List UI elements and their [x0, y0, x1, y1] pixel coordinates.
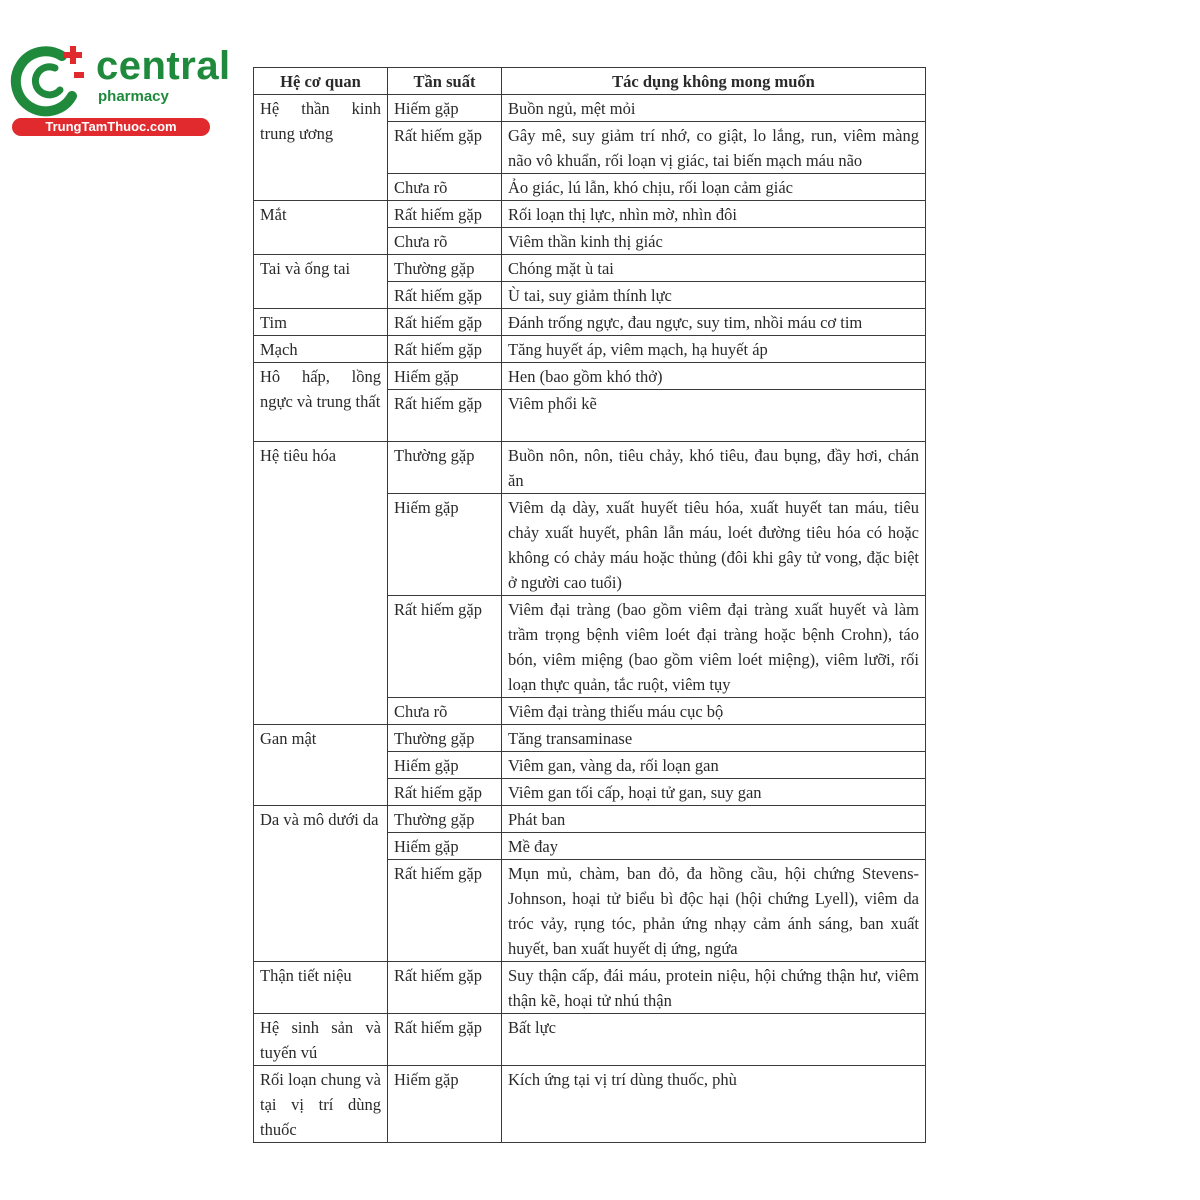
table-row: [254, 363, 926, 390]
adverse-effect-cell: Chóng mặt ù tai: [502, 255, 926, 282]
frequency-cell: Hiếm gặp: [388, 494, 502, 596]
frequency-cell: Rất hiếm gặp: [388, 596, 502, 698]
frequency-cell: Hiếm gặp: [388, 95, 502, 122]
organ-system-cell: Hệ thần kinh trung ương: [254, 95, 388, 201]
frequency-cell: Rất hiếm gặp: [388, 282, 502, 309]
adverse-effect-cell: Viêm thần kinh thị giác: [502, 228, 926, 255]
organ-system-cell: Thận tiết niệu: [254, 962, 388, 1014]
organ-system-cell: Hệ tiêu hóa: [254, 442, 388, 725]
frequency-cell: Rất hiếm gặp: [388, 779, 502, 806]
table-row: [254, 962, 926, 1014]
frequency-cell: Rất hiếm gặp: [388, 122, 502, 174]
logo-subtitle: pharmacy: [98, 88, 169, 105]
frequency-cell: Thường gặp: [388, 806, 502, 833]
organ-system-cell: Da và mô dưới da: [254, 806, 388, 962]
table-row: [254, 336, 926, 363]
adverse-effect-cell: Viêm dạ dày, xuất huyết tiêu hóa, xuất huyết tan máu, tiêu chảy xuất huyết, phân lẫn máu, loét đường tiêu hóa có hoặc không có chảy máu hoặc thủng (đôi khi gây tử vong, đặc biệt ở người cao tuổi): [502, 494, 926, 596]
adverse-effect-cell: Buồn ngủ, mệt mỏi: [502, 95, 926, 122]
adverse-effect-cell: Viêm phổi kẽ: [502, 390, 926, 442]
adverse-effect-cell: Buồn nôn, nôn, tiêu chảy, khó tiêu, đau bụng, đầy hơi, chán ăn: [502, 442, 926, 494]
frequency-cell: Rất hiếm gặp: [388, 860, 502, 962]
table-row: [254, 806, 926, 833]
header-adverse-effects: Tác dụng không mong muốn: [502, 68, 926, 95]
frequency-cell: Thường gặp: [388, 255, 502, 282]
organ-system-cell: Gan mật: [254, 725, 388, 806]
adverse-effect-cell: Bất lực: [502, 1014, 926, 1066]
frequency-cell: Hiếm gặp: [388, 752, 502, 779]
adverse-effect-cell: Gây mê, suy giảm trí nhớ, co giật, lo lắng, run, viêm màng não vô khuẩn, rối loạn vị giác, tai biến mạch máu não: [502, 122, 926, 174]
table-row: [254, 309, 926, 336]
table-row: [254, 201, 926, 228]
frequency-cell: Rất hiếm gặp: [388, 309, 502, 336]
frequency-cell: Thường gặp: [388, 725, 502, 752]
table-row: [254, 725, 926, 752]
organ-system-cell: Tim: [254, 309, 388, 336]
adverse-effect-cell: Phát ban: [502, 806, 926, 833]
side-effects-table: [253, 67, 926, 1143]
frequency-cell: Rất hiếm gặp: [388, 201, 502, 228]
frequency-cell: Chưa rõ: [388, 698, 502, 725]
adverse-effect-cell: Mụn mủ, chàm, ban đỏ, đa hồng cầu, hội chứng Stevens-Johnson, hoại tử biểu bì độc hại (hội chứng Lyell), viêm da tróc vảy, rụng tóc, phản ứng nhạy cảm ánh sáng, ban xuất huyết, ban xuất huyết dị ứng, ngứa: [502, 860, 926, 962]
frequency-cell: Thường gặp: [388, 442, 502, 494]
organ-system-cell: Hô hấp, lồng ngực và trung thất: [254, 363, 388, 442]
central-pharmacy-logo: [10, 38, 231, 138]
adverse-effect-cell: Viêm đại tràng (bao gồm viêm đại tràng xuất huyết và làm trầm trọng bệnh viêm loét đại tràng hoặc bệnh Crohn), táo bón, viêm miệng (bao gồm viêm loét miệng), viêm lưỡi, rối loạn thực quản, tắc ruột, viêm tụy: [502, 596, 926, 698]
table-row: [254, 1014, 926, 1066]
header-frequency: Tần suất: [388, 68, 502, 95]
pharmacy-logo-icon: [10, 38, 90, 118]
frequency-cell: Rất hiếm gặp: [388, 962, 502, 1014]
adverse-effect-cell: Ù tai, suy giảm thính lực: [502, 282, 926, 309]
frequency-cell: Chưa rõ: [388, 174, 502, 201]
frequency-cell: Hiếm gặp: [388, 833, 502, 860]
adverse-effect-cell: Suy thận cấp, đái máu, protein niệu, hội chứng thận hư, viêm thận kẽ, hoại tử nhú thận: [502, 962, 926, 1014]
adverse-effect-cell: Hen (bao gồm khó thở): [502, 363, 926, 390]
frequency-cell: Rất hiếm gặp: [388, 390, 502, 442]
frequency-cell: Hiếm gặp: [388, 1066, 502, 1143]
frequency-cell: Hiếm gặp: [388, 363, 502, 390]
organ-system-cell: Mắt: [254, 201, 388, 255]
table-row: [254, 255, 926, 282]
table-header-row: [254, 68, 926, 95]
header-organ-system: Hệ cơ quan: [254, 68, 388, 95]
adverse-effect-cell: Viêm gan tối cấp, hoại tử gan, suy gan: [502, 779, 926, 806]
adverse-effect-cell: Mề đay: [502, 833, 926, 860]
table-row: [254, 442, 926, 494]
adverse-effect-cell: Rối loạn thị lực, nhìn mờ, nhìn đôi: [502, 201, 926, 228]
organ-system-cell: Tai và ống tai: [254, 255, 388, 309]
adverse-effect-cell: Đánh trống ngực, đau ngực, suy tim, nhồi máu cơ tim: [502, 309, 926, 336]
adverse-effect-cell: Kích ứng tại vị trí dùng thuốc, phù: [502, 1066, 926, 1143]
adverse-effect-cell: Viêm gan, vàng da, rối loạn gan: [502, 752, 926, 779]
adverse-effect-cell: Viêm đại tràng thiếu máu cục bộ: [502, 698, 926, 725]
frequency-cell: Rất hiếm gặp: [388, 1014, 502, 1066]
organ-system-cell: Rối loạn chung và tại vị trí dùng thuốc: [254, 1066, 388, 1143]
adverse-effect-cell: Tăng huyết áp, viêm mạch, hạ huyết áp: [502, 336, 926, 363]
frequency-cell: Rất hiếm gặp: [388, 336, 502, 363]
frequency-cell: Chưa rõ: [388, 228, 502, 255]
adverse-effect-cell: Ảo giác, lú lẫn, khó chịu, rối loạn cảm giác: [502, 174, 926, 201]
table-row: [254, 1066, 926, 1143]
table-row: [254, 95, 926, 122]
logo-name: central: [96, 44, 231, 88]
logo-site-bar: TrungTamThuoc.com: [12, 118, 210, 136]
organ-system-cell: Hệ sinh sản và tuyến vú: [254, 1014, 388, 1066]
adverse-effect-cell: Tăng transaminase: [502, 725, 926, 752]
organ-system-cell: Mạch: [254, 336, 388, 363]
